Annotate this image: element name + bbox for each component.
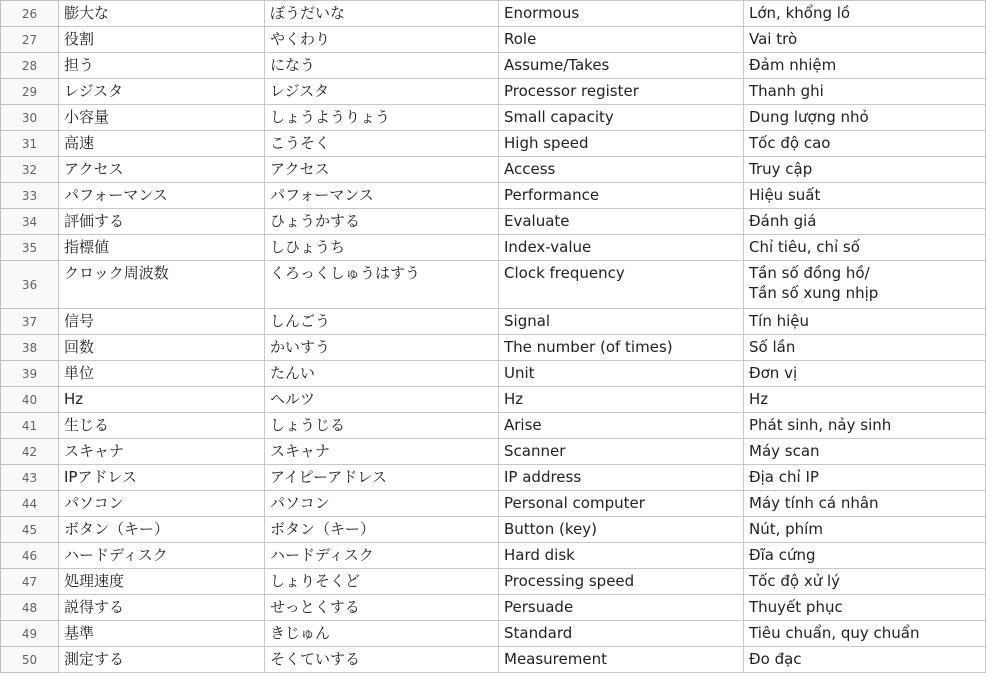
cell-kana[interactable]: アイピーアドレス (265, 465, 499, 491)
cell-vietnamese-line: Nút, phím (749, 520, 823, 538)
cell-english[interactable]: Standard (499, 621, 744, 647)
cell-vietnamese-line: Dung lượng nhỏ (749, 108, 869, 126)
cell-vietnamese-line: Đảm nhiệm (749, 56, 837, 74)
cell-english[interactable]: The number (of times) (499, 335, 744, 361)
cell-vietnamese[interactable] (744, 105, 986, 131)
cell-vietnamese-line: Máy tính cá nhân (749, 494, 879, 512)
cell-english[interactable]: Persuade (499, 595, 744, 621)
table-row (1, 105, 986, 131)
cell-vietnamese[interactable] (744, 1, 986, 27)
row-number-header[interactable]: 39 (1, 361, 59, 387)
cell-kana[interactable]: こうそく (265, 131, 499, 157)
cell-english[interactable]: Arise (499, 413, 744, 439)
cell-kana[interactable]: しょりそくど (265, 569, 499, 595)
cell-vietnamese[interactable] (744, 361, 986, 387)
cell-vietnamese[interactable] (744, 647, 986, 673)
cell-vietnamese-line: Máy scan (749, 442, 820, 460)
cell-kanji[interactable]: 膨大な (59, 1, 265, 27)
cell-kana[interactable]: やくわり (265, 27, 499, 53)
cell-kanji[interactable]: 役割 (59, 27, 265, 53)
cell-english[interactable]: Role (499, 27, 744, 53)
table-row (1, 1, 986, 27)
cell-kana[interactable]: パソコン (265, 491, 499, 517)
table-row (1, 387, 986, 413)
cell-vietnamese[interactable] (744, 79, 986, 105)
cell-vietnamese-line: Chỉ tiêu, chỉ số (749, 238, 860, 256)
cell-kanji[interactable]: 指標値 (59, 235, 265, 261)
cell-vietnamese-line: Tốc độ cao (749, 134, 831, 152)
table-row (1, 647, 986, 673)
cell-vietnamese[interactable] (744, 209, 986, 235)
cell-vietnamese[interactable] (744, 387, 986, 413)
cell-vietnamese[interactable] (744, 517, 986, 543)
table-body (1, 1, 986, 673)
cell-english[interactable]: Signal (499, 309, 744, 335)
row-number-header[interactable]: 48 (1, 595, 59, 621)
cell-kanji[interactable]: 回数 (59, 335, 265, 361)
cell-vietnamese[interactable] (744, 27, 986, 53)
table-row (1, 491, 986, 517)
cell-vietnamese-line: Hz (749, 390, 769, 408)
cell-english[interactable]: Hz (499, 387, 744, 413)
table-row (1, 413, 986, 439)
row-number-header[interactable]: 50 (1, 647, 59, 673)
row-number-header[interactable]: 31 (1, 131, 59, 157)
cell-english[interactable]: Evaluate (499, 209, 744, 235)
cell-vietnamese-line: Hiệu suất (749, 186, 821, 204)
table-row (1, 261, 986, 309)
table-row (1, 209, 986, 235)
cell-kana[interactable]: きじゅん (265, 621, 499, 647)
table-row (1, 183, 986, 209)
row-number-header[interactable]: 28 (1, 53, 59, 79)
cell-kana[interactable]: しょうようりょう (265, 105, 499, 131)
row-number-header[interactable]: 44 (1, 491, 59, 517)
cell-kanji[interactable]: 高速 (59, 131, 265, 157)
cell-vietnamese[interactable] (744, 595, 986, 621)
cell-kana[interactable]: レジスタ (265, 79, 499, 105)
table-row (1, 361, 986, 387)
cell-vietnamese-line: Địa chỉ IP (749, 468, 819, 486)
cell-kana[interactable]: スキャナ (265, 439, 499, 465)
cell-kana[interactable]: ひょうかする (265, 209, 499, 235)
cell-english[interactable]: Button (key) (499, 517, 744, 543)
cell-vietnamese[interactable] (744, 569, 986, 595)
cell-kanji[interactable]: パソコン (59, 491, 265, 517)
cell-english[interactable]: Access (499, 157, 744, 183)
cell-english[interactable]: Enormous (499, 1, 744, 27)
table-row (1, 53, 986, 79)
cell-kana[interactable]: くろっくしゅうはすう (265, 261, 499, 309)
cell-english[interactable]: Measurement (499, 647, 744, 673)
row-number-header[interactable]: 32 (1, 157, 59, 183)
row-number-header[interactable]: 42 (1, 439, 59, 465)
cell-kanji[interactable]: 処理速度 (59, 569, 265, 595)
table-row (1, 543, 986, 569)
cell-vietnamese-line: Thuyết phục (749, 598, 843, 616)
cell-kanji[interactable]: 測定する (59, 647, 265, 673)
cell-english[interactable]: Small capacity (499, 105, 744, 131)
cell-kanji[interactable]: IPアドレス (59, 465, 265, 491)
cell-vietnamese-line: Vai trò (749, 30, 798, 48)
cell-english[interactable]: Assume/Takes (499, 53, 744, 79)
cell-vietnamese[interactable] (744, 157, 986, 183)
cell-vietnamese-line: Phát sinh, nảy sinh (749, 416, 892, 434)
row-number-header[interactable]: 49 (1, 621, 59, 647)
cell-vietnamese-line: Tần số xung nhịp (749, 284, 879, 302)
cell-vietnamese-line: Tần số đồng hồ/ (749, 264, 870, 282)
row-number-header[interactable]: 35 (1, 235, 59, 261)
cell-vietnamese[interactable] (744, 621, 986, 647)
cell-english[interactable]: Scanner (499, 439, 744, 465)
table-row (1, 309, 986, 335)
cell-kanji[interactable]: 評価する (59, 209, 265, 235)
cell-english[interactable]: Clock frequency (499, 261, 744, 309)
cell-vietnamese[interactable] (744, 491, 986, 517)
cell-vietnamese-line: Thanh ghi (749, 82, 824, 100)
row-number-header[interactable]: 34 (1, 209, 59, 235)
table-row (1, 621, 986, 647)
cell-kana[interactable]: しょうじる (265, 413, 499, 439)
cell-vietnamese[interactable] (744, 131, 986, 157)
cell-kana[interactable]: せっとくする (265, 595, 499, 621)
cell-vietnamese-line: Đĩa cứng (749, 546, 816, 564)
cell-vietnamese-line: Tiêu chuẩn, quy chuẩn (749, 624, 920, 642)
cell-kanji[interactable]: 単位 (59, 361, 265, 387)
cell-vietnamese-line: Đơn vị (749, 364, 798, 382)
cell-kanji[interactable]: パフォーマンス (59, 183, 265, 209)
cell-vietnamese[interactable] (744, 439, 986, 465)
row-number-header[interactable]: 47 (1, 569, 59, 595)
cell-english[interactable]: Processing speed (499, 569, 744, 595)
table-row (1, 517, 986, 543)
cell-english[interactable]: Personal computer (499, 491, 744, 517)
table-row (1, 595, 986, 621)
row-number-header[interactable]: 46 (1, 543, 59, 569)
cell-kanji[interactable]: 担う (59, 53, 265, 79)
cell-vietnamese-line: Lớn, khổng lồ (749, 4, 851, 22)
cell-vietnamese-line: Đánh giá (749, 212, 817, 230)
cell-kanji[interactable]: クロック周波数 (59, 261, 265, 309)
cell-english[interactable]: Index-value (499, 235, 744, 261)
row-number-header[interactable]: 30 (1, 105, 59, 131)
table-row (1, 569, 986, 595)
cell-kanji[interactable]: ボタン（キー） (59, 517, 265, 543)
cell-kana[interactable]: アクセス (265, 157, 499, 183)
row-number-header[interactable]: 45 (1, 517, 59, 543)
cell-kanji[interactable]: 小容量 (59, 105, 265, 131)
cell-kana[interactable]: かいすう (265, 335, 499, 361)
cell-vietnamese[interactable] (744, 309, 986, 335)
cell-vietnamese[interactable] (744, 335, 986, 361)
cell-vietnamese[interactable] (744, 53, 986, 79)
row-number-header[interactable]: 26 (1, 1, 59, 27)
cell-vietnamese[interactable] (744, 543, 986, 569)
cell-english[interactable]: Hard disk (499, 543, 744, 569)
cell-vietnamese[interactable] (744, 465, 986, 491)
cell-vietnamese-line: Tốc độ xử lý (749, 572, 841, 590)
cell-vietnamese-line: Số lần (749, 338, 796, 356)
row-number-header[interactable]: 43 (1, 465, 59, 491)
cell-kanji[interactable]: 説得する (59, 595, 265, 621)
cell-vietnamese-line: Đo đạc (749, 650, 802, 668)
row-number-header[interactable]: 38 (1, 335, 59, 361)
cell-kanji[interactable]: 基準 (59, 621, 265, 647)
table-row (1, 335, 986, 361)
cell-english[interactable]: Unit (499, 361, 744, 387)
cell-english[interactable]: Processor register (499, 79, 744, 105)
cell-vietnamese-line: Tín hiệu (749, 312, 810, 330)
cell-kanji[interactable]: アクセス (59, 157, 265, 183)
table-row (1, 235, 986, 261)
table-row (1, 465, 986, 491)
cell-kanji[interactable]: レジスタ (59, 79, 265, 105)
cell-kana[interactable]: しんごう (265, 309, 499, 335)
cell-kana[interactable]: たんい (265, 361, 499, 387)
cell-english[interactable]: IP address (499, 465, 744, 491)
cell-kanji[interactable]: ハードディスク (59, 543, 265, 569)
cell-english[interactable]: Performance (499, 183, 744, 209)
cell-kanji[interactable]: 信号 (59, 309, 265, 335)
cell-vietnamese[interactable] (744, 261, 986, 309)
cell-kana[interactable]: しひょうち (265, 235, 499, 261)
row-number-header[interactable]: 27 (1, 27, 59, 53)
cell-kana[interactable]: ヘルツ (265, 387, 499, 413)
row-number-header[interactable]: 33 (1, 183, 59, 209)
cell-vietnamese[interactable] (744, 183, 986, 209)
cell-kana[interactable]: になう (265, 53, 499, 79)
cell-kana[interactable]: パフォーマンス (265, 183, 499, 209)
table-row (1, 27, 986, 53)
cell-vietnamese[interactable] (744, 413, 986, 439)
row-number-header[interactable]: 40 (1, 387, 59, 413)
row-number-header[interactable]: 29 (1, 79, 59, 105)
table-row (1, 131, 986, 157)
cell-kana[interactable]: ハードディスク (265, 543, 499, 569)
cell-kanji[interactable]: 生じる (59, 413, 265, 439)
row-number-header[interactable]: 36 (1, 261, 59, 309)
row-number-header[interactable]: 41 (1, 413, 59, 439)
cell-english[interactable]: High speed (499, 131, 744, 157)
cell-kana[interactable]: ボタン（キー） (265, 517, 499, 543)
cell-kanji[interactable]: スキャナ (59, 439, 265, 465)
cell-kanji[interactable]: Hz (59, 387, 265, 413)
cell-vietnamese[interactable] (744, 235, 986, 261)
table-row (1, 439, 986, 465)
row-number-header[interactable]: 37 (1, 309, 59, 335)
cell-kana[interactable]: そくていする (265, 647, 499, 673)
cell-kana[interactable]: ぼうだいな (265, 1, 499, 27)
cell-vietnamese-line: Truy cập (749, 160, 813, 178)
table-row (1, 79, 986, 105)
table-row (1, 157, 986, 183)
